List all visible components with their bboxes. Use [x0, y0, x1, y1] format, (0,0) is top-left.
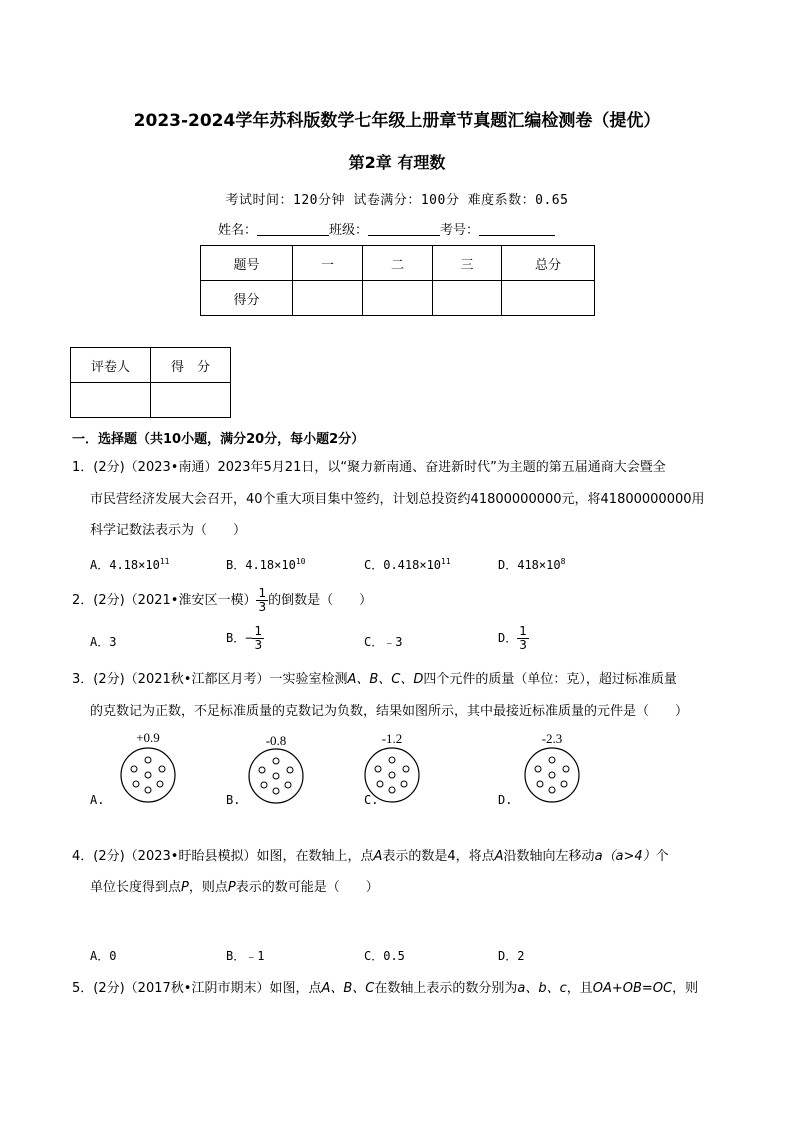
- exponent: 8: [560, 557, 566, 566]
- score-cell[interactable]: [363, 281, 433, 316]
- question-4-option-a[interactable]: A．0: [90, 949, 117, 963]
- question-2-option-c[interactable]: C．﹣3: [364, 635, 403, 649]
- name-label: 姓名：: [218, 223, 258, 238]
- number-label: 考号：: [440, 223, 480, 238]
- section-heading: 一．选择题（共10小题，满分20分，每小题2分）: [72, 432, 365, 447]
- question-3-option-a[interactable]: A.: [90, 793, 105, 807]
- component-a-icon: [110, 745, 190, 805]
- question-2-option-a[interactable]: A．3: [90, 635, 117, 649]
- class-label: 班级：: [329, 223, 369, 238]
- exam-info: 考试时间：120分钟 试卷满分：100分 难度系数：0.65: [225, 193, 569, 208]
- option-text: D．: [498, 631, 518, 645]
- exam-title: 2023-2024学年苏科版数学七年级上册章节真题汇编检测卷（提优）: [133, 111, 661, 131]
- exponent: 10: [295, 557, 306, 566]
- exponent: 11: [441, 557, 451, 566]
- grader-score-header: 得 分: [151, 348, 231, 383]
- component-d-icon: [514, 745, 594, 805]
- question-3-line-1: [72, 670, 677, 690]
- question-4-line-1: [72, 847, 669, 867]
- component-b-value: -0.8: [265, 733, 287, 748]
- score-header-cell: 二: [363, 246, 433, 281]
- class-blank[interactable]: [368, 221, 440, 236]
- grader-header: 评卷人: [71, 348, 151, 383]
- denominator: 3: [519, 638, 527, 652]
- text: 4．(2分)（2023•盱眙县模拟）如图，在数轴上，点: [72, 849, 374, 864]
- text: a、b、c: [517, 981, 567, 996]
- text: ，则: [672, 981, 699, 996]
- text: 3．(2分)（2021秋•江都区月考）一实验室检测: [72, 672, 348, 687]
- grader-cell[interactable]: [71, 383, 151, 418]
- student-info-line: [218, 219, 555, 238]
- text: 沿数轴向左移动: [503, 849, 595, 864]
- numerator: 1: [258, 586, 267, 600]
- numerator: 1: [254, 624, 263, 638]
- question-3-option-c[interactable]: C.: [364, 793, 379, 807]
- numerator: 1: [519, 624, 527, 638]
- score-table: [200, 245, 595, 316]
- fraction: [252, 625, 264, 652]
- question-1-line-2: 市民营经济发展大会召开，40个重大项目集中签约，计划总投资约41800000000元，将41800000000用: [90, 492, 705, 507]
- question-1-line-3: 科学记数法表示为（ ）: [90, 523, 247, 538]
- question-4-option-d[interactable]: D．2: [498, 949, 525, 963]
- text: 四个元件的质量（单位：克），超过标准质量: [423, 672, 677, 687]
- question-1-line-1: 1．(2分)（2023•南通）2023年5月21日，以“聚力新南通、奋进新时代”为主题的第五届通商大会暨全: [72, 460, 666, 475]
- question-1-option-a[interactable]: [90, 556, 169, 573]
- denominator: 3: [258, 600, 267, 614]
- text: ，且: [566, 981, 593, 996]
- number-blank[interactable]: [479, 221, 555, 236]
- text: A、B、C、D: [347, 672, 424, 687]
- question-1-option-d[interactable]: [498, 556, 565, 573]
- name-blank[interactable]: [257, 221, 329, 236]
- component-c-value: -1.2: [381, 731, 403, 746]
- component-b-icon: [238, 746, 318, 806]
- question-2-option-b[interactable]: [226, 625, 264, 652]
- score-cell[interactable]: [433, 281, 502, 316]
- question-3-option-b[interactable]: B.: [226, 793, 241, 807]
- option-text: D．418×10: [498, 558, 561, 572]
- score-header-cell: 三: [433, 246, 502, 281]
- question-3-option-d[interactable]: D.: [498, 793, 513, 807]
- question-2-prefix: 2．(2分)（2021•淮安区一模）: [72, 593, 257, 608]
- text: 表示的数是4，将点: [382, 849, 495, 864]
- question-3-line-2: 的克数记为正数，不足标准质量的克数记为负数，结果如图所示，其中最接近标准质量的元件是（ ）: [90, 704, 689, 719]
- question-4-line-2: [90, 878, 379, 898]
- score-cell[interactable]: [293, 281, 363, 316]
- text: OA+OB=OC: [592, 981, 673, 996]
- text: A、B、C: [321, 981, 375, 996]
- option-text: A．4.18×10: [90, 558, 160, 572]
- text: 在数轴上表示的数分别为: [374, 981, 518, 996]
- question-1-option-c[interactable]: [364, 556, 451, 573]
- fraction: [256, 587, 268, 614]
- chapter-title: 第2章 有理数: [348, 153, 446, 172]
- option-text: C．0.418×10: [364, 558, 442, 572]
- text: A: [373, 849, 383, 864]
- grader-score-cell[interactable]: [151, 383, 231, 418]
- question-4-option-b[interactable]: B．﹣1: [226, 949, 265, 963]
- denominator: 3: [254, 638, 263, 652]
- question-2-suffix: 的倒数是（ ）: [268, 593, 373, 608]
- text: ，则点: [188, 880, 228, 895]
- text: 5．(2分)（2017秋•江阴市期末）如图，点: [72, 981, 322, 996]
- option-text: B．4.18×10: [226, 558, 296, 572]
- score-row-label: 得分: [201, 281, 293, 316]
- question-2: [72, 587, 372, 614]
- text: A: [494, 849, 504, 864]
- question-2-option-d[interactable]: [498, 625, 529, 652]
- text: 个: [655, 849, 669, 864]
- text: P: [181, 880, 189, 895]
- fraction: [517, 625, 529, 652]
- question-4-option-c[interactable]: C．0.5: [364, 949, 405, 963]
- score-header-cell: 题号: [201, 246, 293, 281]
- text: 单位长度得到点: [90, 880, 182, 895]
- component-a-value: +0.9: [136, 730, 160, 745]
- grader-table: [70, 347, 231, 418]
- question-5-line-1: [72, 979, 698, 999]
- text: P: [227, 880, 236, 895]
- question-1-option-b[interactable]: [226, 556, 305, 573]
- exponent: 11: [159, 557, 170, 566]
- score-header-cell: 一: [293, 246, 363, 281]
- text: 表示的数可能是（ ）: [235, 880, 379, 895]
- score-header-cell: 总分: [502, 246, 595, 281]
- text: a（a>4）: [594, 849, 656, 864]
- component-d-value: -2.3: [541, 731, 563, 746]
- score-cell[interactable]: [502, 281, 595, 316]
- option-text: B．−: [226, 631, 253, 645]
